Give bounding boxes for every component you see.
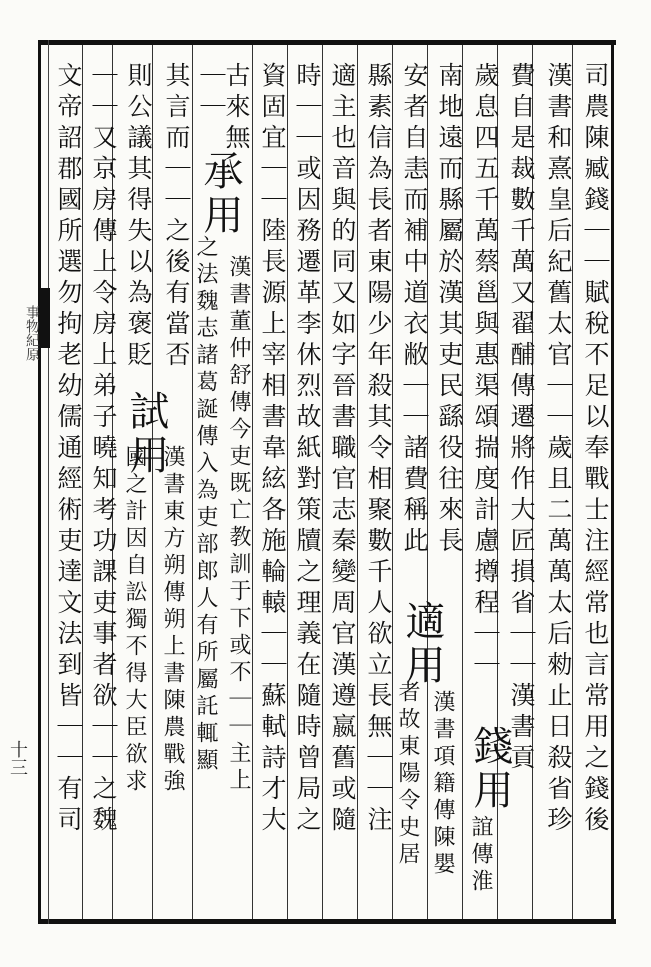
text-column: 其言而｜｜之後有當否 [162, 62, 191, 372]
heading-cheng-yong: 承用 [197, 150, 243, 238]
annotation: 之法魏志諸葛誕傳入為吏部郎人有所屬託輒顯 [193, 235, 218, 775]
annotation: 漢書東方朔傳朔上書陳農戰強 [160, 445, 185, 796]
text-column: 漢書和熹皇后紀舊太官｜｜歲且二萬萬太后勑止日殺省珍 [544, 62, 573, 837]
annotation: 國之計因自訟獨不得大臣欲求 [122, 445, 147, 796]
annotation: 誼傳淮 [468, 815, 493, 896]
margin-title: 事物紀原 [24, 305, 40, 361]
annotation: 者故東陽令史居 [395, 680, 420, 869]
left-border [38, 40, 41, 924]
heading-shi-yong: 適用 [399, 600, 445, 688]
text-column: 費自是裁數千萬又翟酺傳遷將作大匠損省｜｜漢書貢 [507, 62, 536, 775]
text-column: 古來無 [222, 62, 251, 155]
text-column: 資固宜｜｜陸長源上宰相書韋絃各施輪轅｜｜蘇軾詩才大 [258, 62, 287, 837]
text-column: 安者自恚而補中道衣敝｜｜諸費稱此 [400, 62, 429, 558]
text-column: 時｜｜或因務遷革李休烈故紙對策牘之理義在隨時曾局之 [293, 62, 322, 837]
text-column: 文帝詔郡國所選勿拘老幼儒通經術吏達文法到皆｜｜有司 [54, 62, 83, 837]
text-column: 司農陳臧錢｜｜賦稅不足以奉戰士注經常也言常用之錢後 [581, 62, 610, 837]
heading-shi-yong-2: 試用 [123, 390, 169, 478]
text-column: ｜｜又京房傳上令房上弟子曉知考功課吏事者欲｜｜之魏 [89, 62, 118, 837]
text-column: 南地遠而縣屬於漢其吏民繇役往來長 [435, 62, 464, 558]
annotation: 漢書項籍傳陳嬰 [430, 690, 455, 879]
top-border [38, 40, 616, 45]
text-column: ｜｜ [197, 62, 226, 124]
bottom-border [38, 919, 616, 924]
page-number: 十三 [7, 740, 28, 776]
text-column: 則公議其得失以為褒貶 [124, 62, 153, 372]
text-column: 縣素信為長者東陽少年殺其令相聚數千人欲立長無｜｜注 [364, 62, 393, 837]
text-column: 歲息四五千萬蔡邕與惠渠頌揣度計慮撙程｜｜ [471, 62, 500, 682]
annotation: 漢書董仲舒傳今吏既亡教訓于下或不｜｜主上 [226, 255, 251, 795]
left-inner-border [48, 40, 49, 924]
text-column: 適主也音與的同又如字晉書職官志秦變周官漢遵嬴舊或隨 [328, 62, 357, 837]
heading-qian-yong: 錢用 [467, 725, 513, 813]
